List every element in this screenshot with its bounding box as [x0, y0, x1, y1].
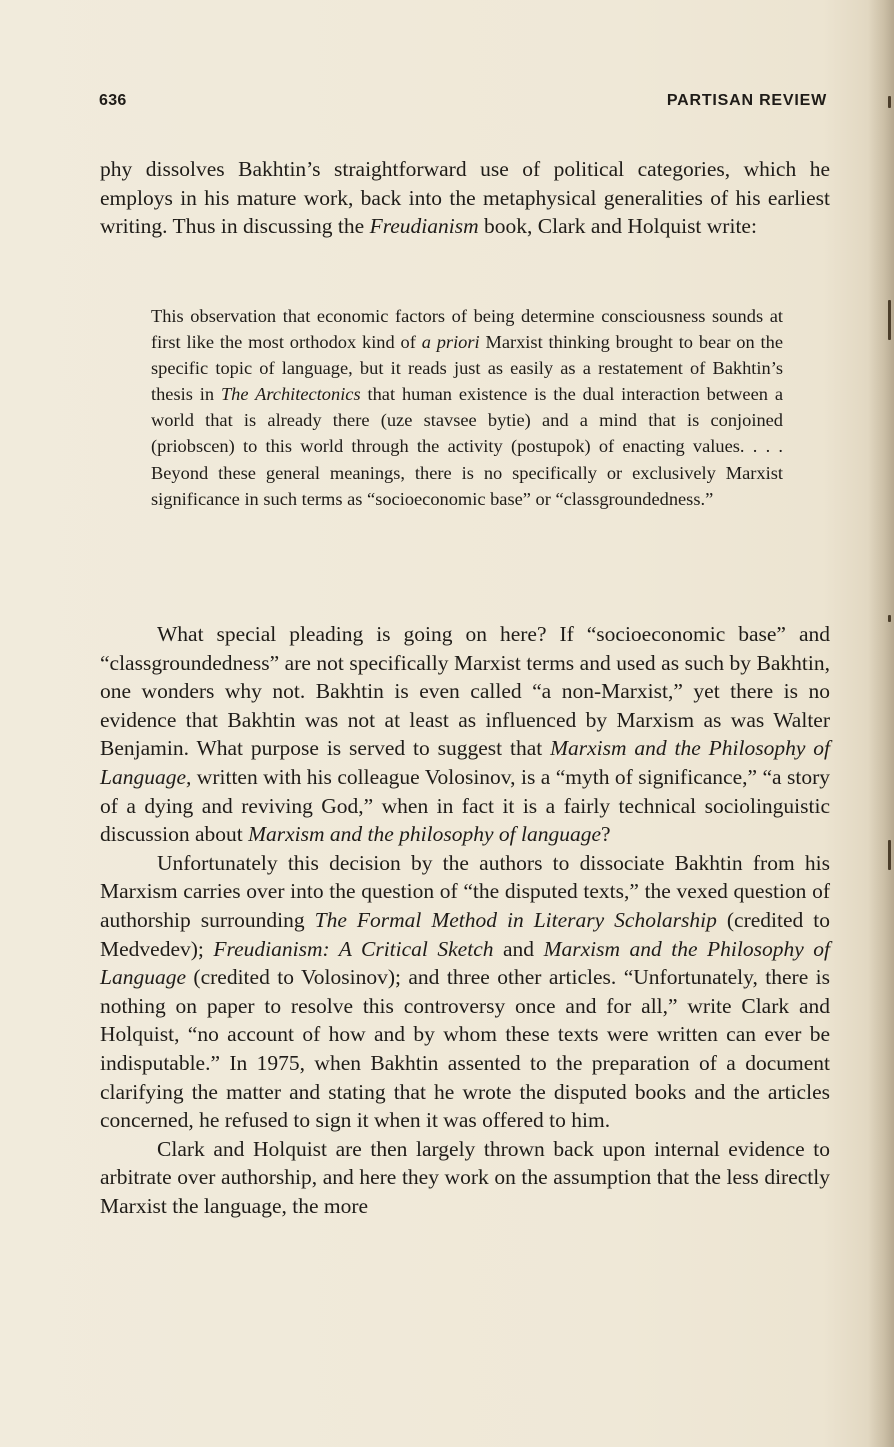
italic-title: Marxism and the Philosophy of Language,	[100, 736, 830, 789]
running-head-title: PARTISAN REVIEW	[666, 92, 827, 109]
page-edge-mark	[888, 96, 891, 108]
italic-title: The Formal Method in Literary Scholarship	[314, 907, 717, 932]
page-edge-shadow	[868, 0, 894, 1447]
text-run: Unfortunately this decision by the authors to dissociate Bakhtin from his Marxism carries over into the question of “the disputed texts,” the vexed question of authorship surrounding	[100, 850, 830, 932]
text-run: What special pleading is going on here? If “socioeconomic base” and “classgroundedness” are not specifically Marxist terms and used as such by Bakhtin, one wonders why not. Bakhtin is even called “a non-Marxist,” yet there is no evidence that Bakhtin was not at least as influenced by Marxism as was Walter Benjamin. What purpose is served to suggest that	[100, 622, 830, 761]
paragraph	[100, 849, 830, 1135]
text-run: and	[493, 936, 544, 961]
text-run: (credited to Volosinov); and three other articles. “Unfortunately, there is nothing on paper to resolve this controversy once and for all,” write Clark and Holquist, “no account of how and by whom these texts were written can ever be indisputable.” In 1975, when Bakhtin assented to the preparation of a document clarifying the matter and stating that he wrote the disputed books and the articles concerned, he refused to sign it when it was offered to him.	[100, 965, 830, 1133]
italic-title: Marxism and the Philosophy of Language	[100, 936, 830, 990]
body-text-main	[100, 620, 830, 1220]
body-text-top	[100, 155, 830, 241]
text-run: (credited to Medvedev);	[100, 907, 830, 961]
page-edge-mark	[888, 300, 891, 340]
paragraph	[100, 620, 830, 849]
quote-paragraph	[151, 303, 783, 512]
page-edge-mark	[888, 840, 891, 870]
block-quote	[151, 303, 783, 512]
paragraph	[100, 1135, 830, 1221]
paragraph	[100, 155, 830, 241]
text-run: that human existence is the dual interaction between a world that is already there (uze stavsee bytie) and a mind that is conjoined (priobscen) to this world through the activity (postupok) of enacting values. . . . Beyond these general meanings, there is no specifically or exclusively Marxist significance in such terms as “socioeconomic base” or “classgroundedness.”	[151, 384, 783, 509]
text-run: book, Clark and Holquist write:	[478, 214, 757, 239]
text-run: ?	[601, 822, 611, 847]
text-run: Clark and Holquist are then largely thrown back upon internal evidence to arbitrate over authorship, and here they work on the assumption that the less directly Marxist the language, the more	[100, 1136, 830, 1218]
text-run: This observation that economic factors of being determine consciousness sounds at first like the most orthodox kind of	[151, 306, 783, 353]
italic-title: The Architectonics	[220, 384, 361, 405]
italic-title: a priori	[421, 332, 480, 353]
page-edge-mark	[888, 615, 891, 622]
text-run: Marxist thinking brought to bear on the specific topic of language, but it reads just as easily as a restatement of Bakhtin’s thesis in	[151, 332, 783, 405]
italic-title: Freudianism: A Critical Sketch	[213, 936, 494, 961]
running-header	[99, 92, 827, 116]
italic-title: Freudianism	[369, 214, 479, 239]
page-number: 636	[99, 92, 127, 109]
text-run: written with his colleague Volosinov, is a “myth of significance,” “a story of a dying and reviving God,” when in fact it is a fairly technical sociolinguistic discussion about	[100, 764, 830, 847]
text-run: phy dissolves Bakhtin’s straightforward use of political categories, which he employs in his mature work, back into the metaphysical generalities of his earliest writing. Thus in discussing the	[100, 157, 830, 239]
italic-title: Marxism and the philosophy of language	[248, 822, 602, 847]
